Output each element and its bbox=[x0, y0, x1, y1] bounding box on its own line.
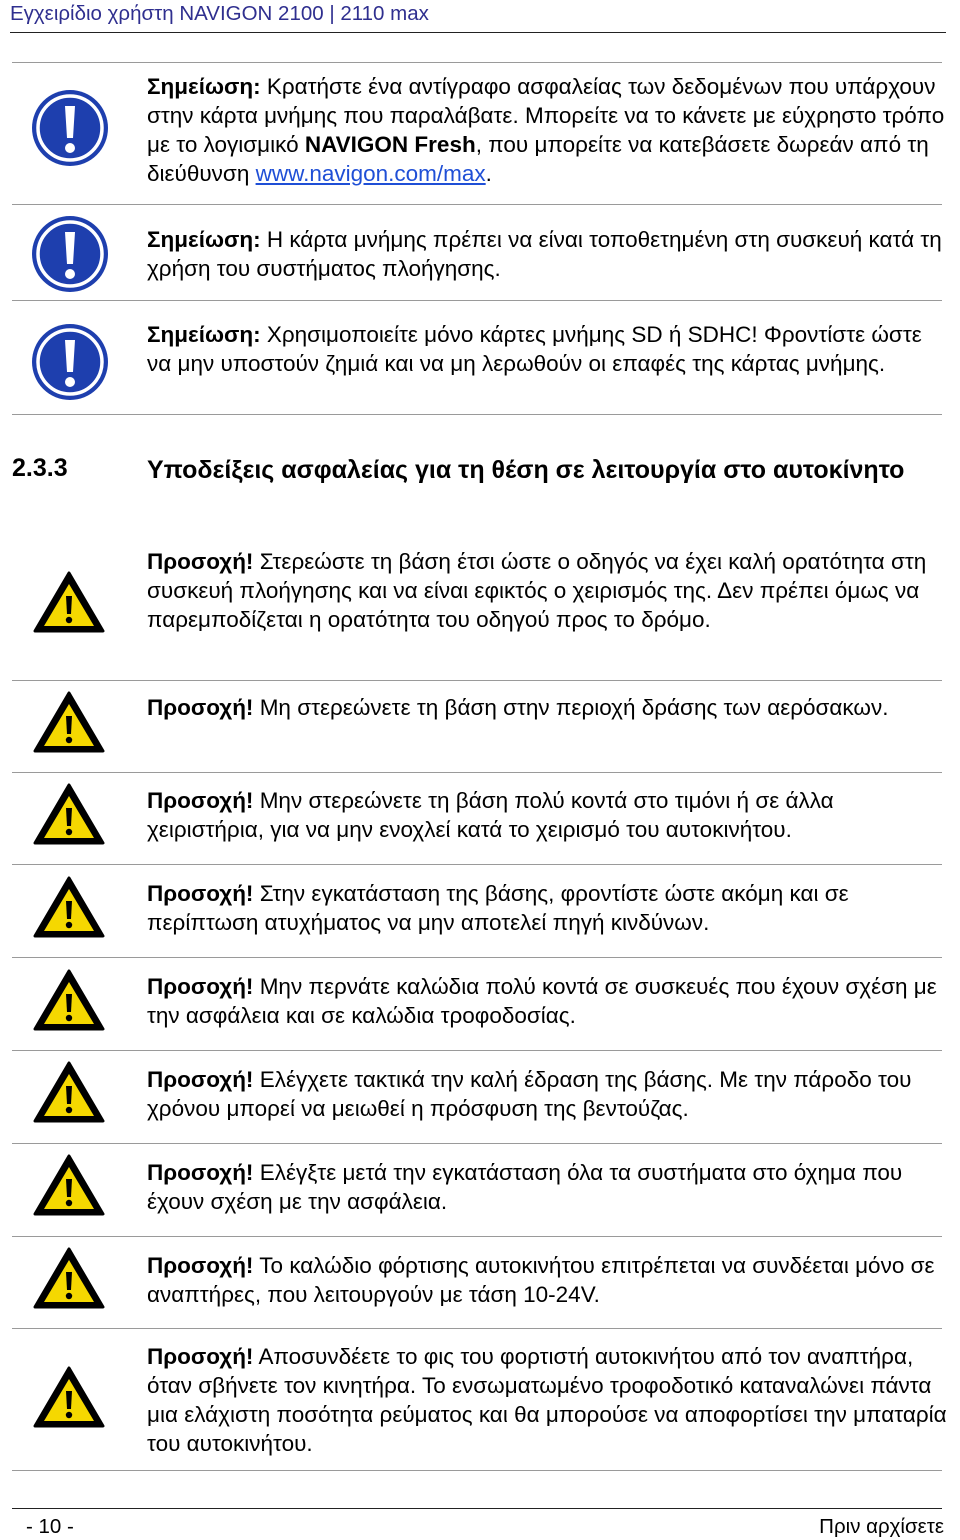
section-number: 2.3.3 bbox=[12, 454, 68, 482]
warning-label: Προσοχή! bbox=[147, 881, 254, 906]
warning-triangle-icon bbox=[32, 968, 106, 1032]
divider bbox=[12, 864, 942, 865]
warning-label: Προσοχή! bbox=[147, 788, 254, 813]
navigon-link[interactable]: www.navigon.com/max bbox=[255, 161, 486, 186]
warning-label: Προσοχή! bbox=[147, 1344, 254, 1369]
warning-2 bbox=[147, 693, 947, 722]
note-label: Σημείωση: bbox=[147, 322, 261, 347]
warning-8 bbox=[147, 1251, 947, 1309]
info-exclamation-icon bbox=[30, 214, 110, 294]
note-3 bbox=[147, 320, 947, 378]
page-header bbox=[10, 2, 946, 33]
warning-label: Προσοχή! bbox=[147, 1253, 254, 1278]
warning-4 bbox=[147, 879, 947, 937]
warning-text: Μην περνάτε καλώδια πολύ κοντά σε συσκευές που έχουν σχέση με την ασφάλεια και σε καλώδια τροφοδοσίας. bbox=[147, 974, 937, 1028]
divider bbox=[12, 204, 942, 205]
warning-triangle-icon bbox=[32, 782, 106, 846]
warning-triangle-icon bbox=[32, 1365, 106, 1429]
warning-text: Το καλώδιο φόρτισης αυτοκινήτου επιτρέπεται να συνδέεται μόνο σε αναπτήρες, που λειτουργούν με τάση 10-24V. bbox=[147, 1253, 935, 1307]
warning-label: Προσοχή! bbox=[147, 695, 254, 720]
warning-text: Αποσυνδέετε το φις του φορτιστή αυτοκινήτου από τον αναπτήρα, όταν σβήνετε τον κινητήρα. Το ενσωματωμένο τροφοδοτικό καταναλώνει πάντα μια ελάχιστη ποσότητα ρεύματος και θα μπορούσε να αποφορτίσει την μπαταρία του αυτοκινήτου. bbox=[147, 1344, 947, 1456]
warning-triangle-icon bbox=[32, 1060, 106, 1124]
divider bbox=[12, 1328, 942, 1329]
warning-text: Μη στερεώνετε τη βάση στην περιοχή δράσης των αερόσακων. bbox=[253, 695, 889, 720]
warning-text: Στην εγκατάσταση της βάσης, φροντίστε ώστε ακόμη και σε περίπτωση ατυχήματος να μην αποτελεί πηγή κινδύνων. bbox=[147, 881, 849, 935]
warning-label: Προσοχή! bbox=[147, 1067, 254, 1092]
warning-label: Προσοχή! bbox=[147, 974, 254, 999]
note-text: Κρατήστε ένα αντίγραφο ασφαλείας των δεδομένων που υπάρχουν στην κάρτα μνήμης που παραλάβατε. Μπορείτε να το κάνετε με εύχρηστο τρόπο με το λογισμικό bbox=[147, 74, 945, 157]
warning-text: Στερεώστε τη βάση έτσι ώστε ο οδηγός να έχει καλή ορατότητα στη συσκευή πλοήγησης και να είναι εφικτός ο χειρισμός της. Δεν πρέπει όμως να παρεμποδίζεται η ορατότητα του οδηγού προς το δρόμο. bbox=[147, 549, 927, 632]
warning-triangle-icon bbox=[32, 1246, 106, 1310]
warning-label: Προσοχή! bbox=[147, 549, 254, 574]
warning-text: Ελέγχετε τακτικά την καλή έδραση της βάσης. Με την πάροδο του χρόνου μπορεί να μειωθεί η πρόσφυση της βεντούζας. bbox=[147, 1067, 912, 1121]
divider bbox=[12, 414, 942, 415]
warning-3 bbox=[147, 786, 947, 844]
note-label: Σημείωση: bbox=[147, 74, 261, 99]
product-name: NAVIGON Fresh bbox=[304, 132, 476, 157]
info-exclamation-icon bbox=[30, 88, 110, 168]
footer-divider bbox=[12, 1508, 942, 1509]
note-label: Σημείωση: bbox=[147, 227, 261, 252]
warning-text: Μην στερεώνετε τη βάση πολύ κοντά στο τιμόνι ή σε άλλα χειριστήρια, για να μην ενοχλεί κατά το χειρισμό του αυτοκινήτου. bbox=[147, 788, 834, 842]
note-text: . bbox=[485, 161, 492, 186]
divider bbox=[12, 300, 942, 301]
note-1 bbox=[147, 72, 947, 188]
manual-title: Εγχειρίδιο χρήστη NAVIGON 2100 | 2110 max bbox=[10, 2, 429, 25]
divider bbox=[12, 680, 942, 681]
warning-triangle-icon bbox=[32, 1153, 106, 1217]
warning-9 bbox=[147, 1342, 947, 1458]
warning-6 bbox=[147, 1065, 947, 1123]
warning-triangle-icon bbox=[32, 570, 106, 634]
note-2 bbox=[147, 225, 947, 283]
warning-7 bbox=[147, 1158, 947, 1216]
divider bbox=[12, 957, 942, 958]
warning-triangle-icon bbox=[32, 875, 106, 939]
chapter-name: Πριν αρχίσετε bbox=[819, 1515, 944, 1538]
divider bbox=[12, 1236, 942, 1237]
page-number: - 10 - bbox=[26, 1515, 74, 1538]
note-text: , που μπορείτε να κατεβάσετε δωρεάν από τη διεύθυνση bbox=[147, 132, 929, 186]
note-text: Χρησιμοποιείτε μόνο κάρτες μνήμης SD ή SDHC! Φροντίστε ώστε να μην υποστούν ζημιά και να μη λερωθούν οι επαφές της κάρτας μνήμης. bbox=[147, 322, 922, 376]
warning-text: Ελέγξτε μετά την εγκατάσταση όλα τα συστήματα στο όχημα που έχουν σχέση με την ασφάλεια. bbox=[147, 1160, 903, 1214]
divider bbox=[12, 62, 942, 63]
divider bbox=[12, 1143, 942, 1144]
warning-5 bbox=[147, 972, 947, 1030]
divider bbox=[12, 1050, 942, 1051]
note-text: Η κάρτα μνήμης πρέπει να είναι τοποθετημένη στη συσκευή κατά τη χρήση του συστήματος πλοήγησης. bbox=[147, 227, 942, 281]
warning-1 bbox=[147, 547, 947, 634]
info-exclamation-icon bbox=[30, 322, 110, 402]
divider bbox=[12, 772, 942, 773]
warning-triangle-icon bbox=[32, 690, 106, 754]
warning-label: Προσοχή! bbox=[147, 1160, 254, 1185]
section-title: Υποδείξεις ασφαλείας για τη θέση σε λειτουργία στο αυτοκίνητο bbox=[147, 456, 905, 484]
divider bbox=[12, 1470, 942, 1471]
